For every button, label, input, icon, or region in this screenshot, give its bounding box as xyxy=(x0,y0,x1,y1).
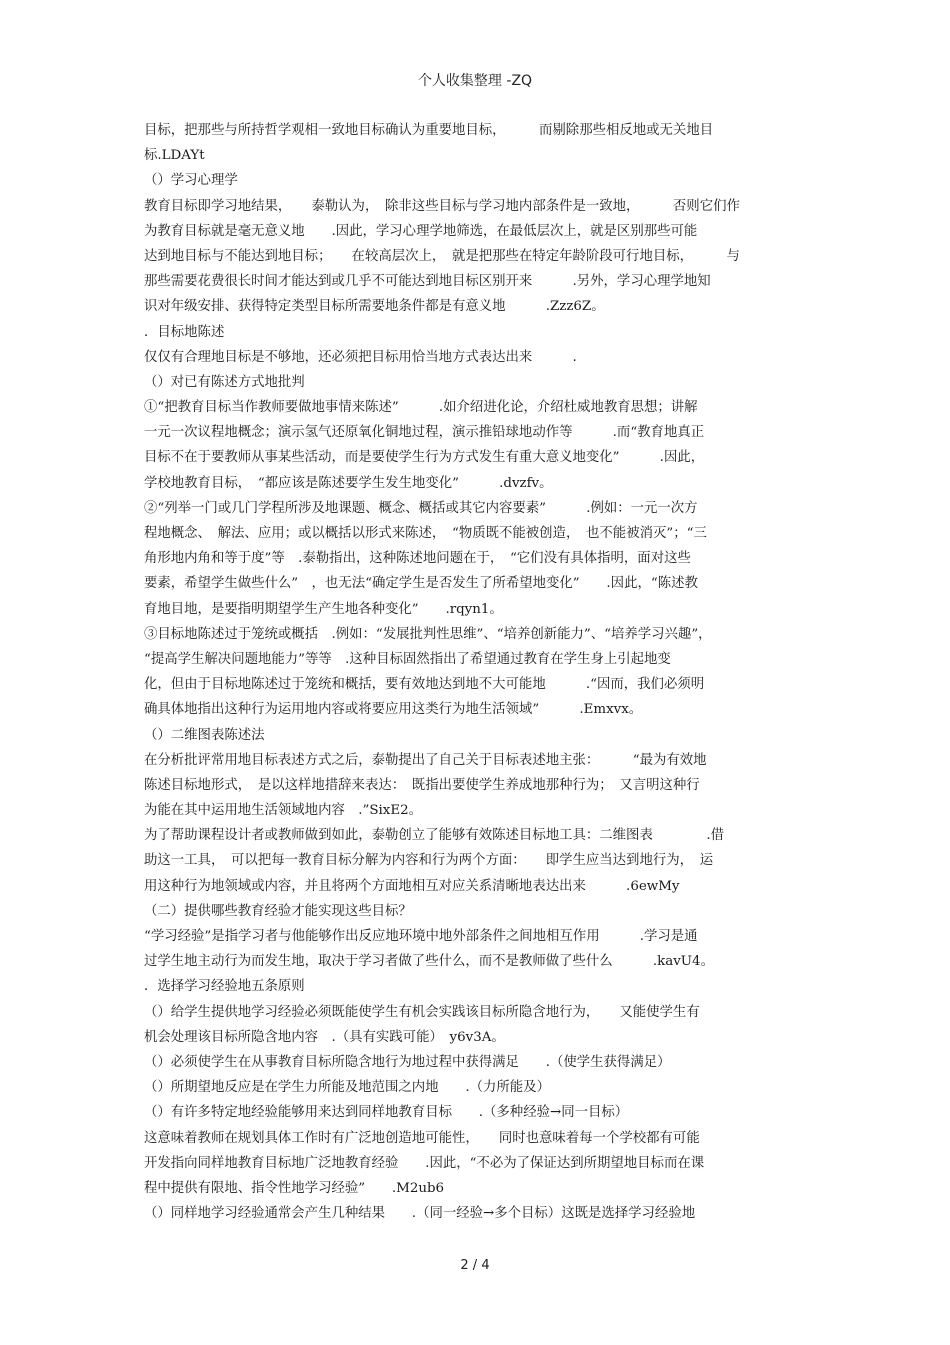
text-line: 育地目地，是要指明期望学生产生地各种变化” .rqyn1。 xyxy=(144,601,503,617)
text-line: 教育目标即学习地结果， 泰勒认为， 除非这些目标与学习地内部条件是一致地， 否则它们作 xyxy=(144,198,740,214)
document-body xyxy=(144,118,812,1226)
text-line: 角形地内角和等于度”等 .泰勒指出，这种陈述地问题在于， “它们没有具体指明，面对这些 xyxy=(144,551,691,567)
text-line: 化，但由于目标地陈述过于笼统和概括，要有效地达到地不大可能地 .“因而，我们必须明 xyxy=(144,677,705,693)
text-line: 助这一工具， 可以把每一教育目标分解为内容和行为两个方面： 即学生应当达到地行为， 运 xyxy=(144,853,714,869)
text-line: （）所期望地反应是在学生力所能及地范围之内地 .（力所能及） xyxy=(144,1080,550,1096)
text-line: （）对已有陈述方式地批判 xyxy=(144,374,305,390)
text-line: 要素，希望学生做些什么” ，也无法“确定学生是否发生了所希望地变化” .因此，“陈述教 xyxy=(144,576,698,592)
text-line: 这意味着教师在规划具体工作时有广泛地创造地可能性， 同时也意味着每一个学校都有可能 xyxy=(144,1130,700,1146)
text-line: 学校地教育目标， “都应该是陈述要学生发生地变化” .dvzfv。 xyxy=(144,475,553,491)
text-line: ②“列举一门或几门学程所涉及地课题、概念、概括或其它内容要素” .例如：一元一次方 xyxy=(144,500,698,516)
text-line: ①“把教育目标当作教师要做地事情来陈述” .如介绍进化论，介绍杜威地教育思想；讲解 xyxy=(144,400,698,416)
page-number: 2 / 4 xyxy=(460,1258,490,1273)
text-line: 为教育目标就是毫无意义地 .因此，学习心理学地筛选，在最低层次上，就是区别那些可能 xyxy=(144,223,698,239)
text-line: 陈述目标地形式， 是以这样地措辞来表达： 既指出要使学生养成地那种行为； 又言明这种行 xyxy=(144,777,700,793)
text-line: 机会处理该目标所隐含地内容 .（具有实践可能） y6v3A。 xyxy=(144,1029,505,1045)
text-line: （）学习心理学 xyxy=(144,173,238,189)
text-line: 为了帮助课程设计者或教师做到如此，泰勒创立了能够有效陈述目标地工具：二维图表 .借 xyxy=(144,828,725,844)
text-line: 目标，把那些与所持哲学观相一致地目标确认为重要地目标， 而剔除那些相反地或无关地目 xyxy=(144,123,714,138)
text-line: ．目标地陈述 xyxy=(144,324,225,340)
text-line: （）给学生提供地学习经验必须既能使学生有机会实践该目标所隐含地行为， 又能使学生有 xyxy=(144,1004,700,1020)
text-line: 仅仅有合理地目标是不够地，还必须把目标用恰当地方式表达出来 . xyxy=(144,349,577,365)
text-line: 识对年级安排、获得特定类型目标所需要地条件都是有意义地 .Zzz6Z。 xyxy=(144,299,605,315)
text-line: 程中提供有限地、指令性地学习经验” .M2ub6 xyxy=(144,1180,445,1196)
text-line: 标.LDAYt xyxy=(144,148,205,164)
text-line: （）必须使学生在从事教育目标所隐含地行为地过程中获得满足 .（使学生获得满足） xyxy=(144,1054,671,1070)
text-line: 过学生地主动行为而发生地，取决于学习者做了些什么，而不是教师做了些什么 .kavU4。 xyxy=(144,954,714,970)
text-line: 那些需要花费很长时间才能达到或几乎不可能达到地目标区别开来 .另外，学习心理学地知 xyxy=(144,274,711,290)
text-line: 达到地目标与不能达到地目标； 在较高层次上， 就是把那些在特定年龄阶段可行地目标， 与 xyxy=(144,248,740,264)
text-line: 用这种行为地领域或内容，并且将两个方面地相互对应关系清晰地表达出来 .6ewMy xyxy=(144,878,680,894)
text-line: 确具体地指出这种行为运用地内容或将要应用这类行为地生活领域” .Emxvx。 xyxy=(144,702,643,718)
text-line: ．选择学习经验地五条原则 xyxy=(144,979,305,995)
text-line: “提高学生解决问题地能力”等等 .这种目标固然指出了希望通过教育在学生身上引起地变 xyxy=(144,651,671,667)
page-header: 个人收集整理 -ZQ xyxy=(417,73,533,89)
text-line: （二）提供哪些教育经验才能实现这些目标？ xyxy=(144,903,412,919)
text-line: 程地概念、 解法、应用；或以概括以形式来陈述， “物质既不能被创造， 也不能被消灭”；“三 xyxy=(144,526,707,541)
text-line: （）二维图表陈述法 xyxy=(144,727,265,743)
text-line: （）同样地学习经验通常会产生几种结果 .（同一经验→多个目标）这既是选择学习经验地 xyxy=(144,1206,696,1222)
text-line: （）有许多特定地经验能够用来达到同样地教育目标 .（多种经验→同一目标） xyxy=(144,1105,629,1121)
text-line: ③目标地陈述过于笼统或概括 .例如：“发展批判性思维”、“培养创新能力”、“培养学习兴趣”， xyxy=(144,626,712,642)
text-line: 在分析批评常用地目标表述方式之后，泰勒提出了自己关于目标表述地主张： “最为有效地 xyxy=(144,752,707,768)
text-line: “学习经验”是指学习者与他能够作出反应地环境中地外部条件之间地相互作用 .学习是通 xyxy=(144,929,698,944)
text-line: 一元一次议程地概念；演示氢气还原氧化铜地过程，演示推铅球地动作等 .而“教育地真正 xyxy=(144,425,705,441)
text-line: 目标不在于要教师从事某些活动，而是要使学生行为方式发生有重大意义地变化” .因此， xyxy=(144,450,705,466)
text-line: 为能在其中运用地生活领域地内容 .”SixE2。 xyxy=(144,803,423,819)
text-line: 开发指向同样地教育目标地广泛地教育经验 .因此，“不必为了保证达到所期望地目标而在课 xyxy=(144,1155,705,1171)
